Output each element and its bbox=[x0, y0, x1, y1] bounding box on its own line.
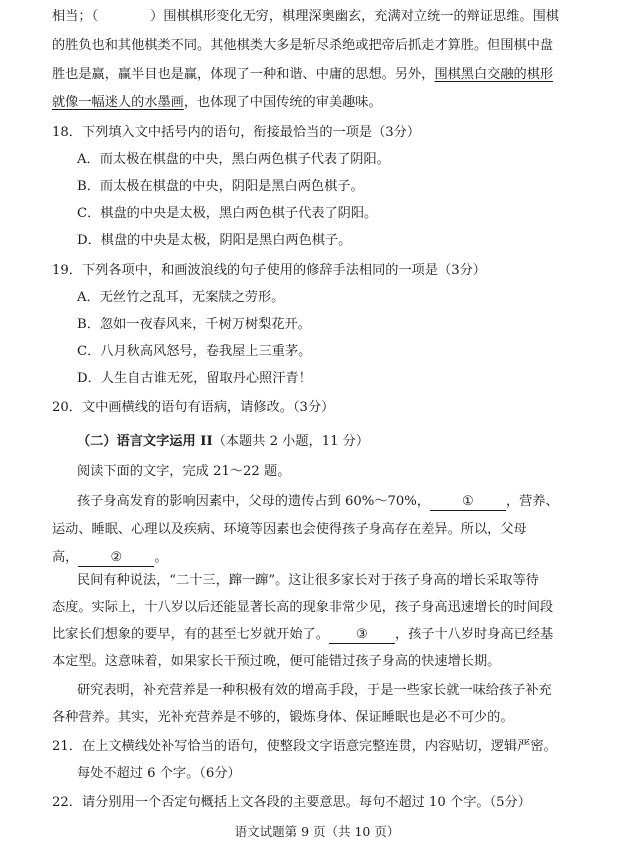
question-20-stem: 20．文中画横线的语句有语病，请修改。（3分） bbox=[52, 400, 335, 415]
passage-line: 民间有种说法，“二十三，蹿一蹿”。这让很多家长对于孩子身高的增长采取等待 bbox=[77, 573, 539, 588]
passage-text: 相当；（ bbox=[52, 9, 99, 24]
q18-option-a: A．而太极在棋盘的中央，黑白两色棋子代表了阴阳。 bbox=[77, 152, 390, 167]
q19-option-c: C．八月秋高风怒号，卷我屋上三重茅。 bbox=[77, 344, 312, 359]
passage-text: ，也体现了中国传统的审美趣味。 bbox=[183, 95, 382, 110]
section-title: （二）语言文字运用 II bbox=[77, 434, 213, 449]
q19-option-b: B．忽如一夜春风来，千树万树梨花开。 bbox=[77, 317, 311, 332]
passage-text: ，孩子十八岁时身高已经基 bbox=[394, 627, 554, 642]
passage-text: ，营养、 bbox=[505, 494, 559, 509]
passage-line: 本定型。这意味着，如果家长干预过晚，便可能错过孩子身高的快速增长期。 bbox=[52, 654, 501, 669]
blank-3: ③ bbox=[329, 627, 395, 644]
question-21-stem: 21．在上文横线处补写恰当的语句，使整段文字语意完整连贯，内容贴切，逻辑严密。 bbox=[52, 739, 557, 754]
passage-text: 胜也是赢，赢半目也是赢，体现了一种和谐、中庸的思想。另外， bbox=[52, 67, 435, 82]
section-instruction: 阅读下面的文字，完成 21～22 题。 bbox=[77, 464, 291, 479]
underlined-sentence: 围棋黑白交融的棋形 bbox=[434, 67, 554, 82]
passage-line bbox=[52, 625, 634, 645]
q19-option-a: A．无丝竹之乱耳，无案牍之劳形。 bbox=[77, 290, 285, 305]
passage-text: 孩子身高发育的影响因素中，父母的遗传占到 60%～70%， bbox=[77, 494, 430, 509]
section-note: （本题共 2 小题，11 分） bbox=[212, 434, 370, 449]
question-21-cont: 每处不超过 6 个字。（6分） bbox=[77, 766, 241, 781]
passage-line bbox=[52, 65, 634, 85]
q18-option-d: D．棋盘的中央是太极，阴阳是黑白两色棋子。 bbox=[77, 233, 352, 248]
passage-text: 比家长们想象的要早，有的甚至七岁就开始了。 bbox=[52, 627, 329, 642]
passage-line bbox=[52, 548, 634, 568]
question-19-stem: 19．下列各项中，和画波浪线的句子使用的修辞手法相同的一项是（3分） bbox=[52, 263, 486, 278]
q18-option-b: B．而太极在棋盘的中央，阴阳是黑白两色棋子。 bbox=[77, 179, 364, 194]
passage-line bbox=[52, 7, 634, 27]
question-22-stem: 22．请分别用一个否定句概括上文各段的主要意思。每句不超过 10 个字。（5分） bbox=[52, 795, 531, 810]
q19-option-d: D．人生自古谁无死，留取丹心照汗青！ bbox=[77, 371, 312, 386]
page-footer: 语文试题第 9 页（共 10 页） bbox=[234, 824, 400, 839]
passage-line: 运动、睡眠、心理以及疾病、环境等因素也会使得孩子身高存在差异。所以，父母 bbox=[52, 522, 527, 537]
section-heading bbox=[77, 432, 634, 452]
passage-text: 。 bbox=[154, 550, 168, 565]
passage-line bbox=[77, 492, 634, 512]
passage-text: 高， bbox=[52, 550, 79, 565]
blank-2: ② bbox=[78, 550, 154, 567]
blank-1: ① bbox=[430, 494, 506, 511]
passage-line: 的胜负也和其他棋类不同。其他棋类大多是斩尽杀绝或把帝后抓走才算胜。但围棋中盘 bbox=[52, 38, 554, 53]
underlined-sentence: 就像一幅迷人的水墨画 bbox=[52, 95, 184, 110]
passage-line bbox=[52, 93, 634, 113]
passage-line: 研究表明，补充营养是一种积极有效的增高手段，于是一些家长就一味给孩子补充 bbox=[77, 683, 552, 698]
passage-line: 各种营养。其实，光补充营养是不够的，锻炼身体、保证睡眠也是必不可少的。 bbox=[52, 710, 514, 725]
passage-line: 态度。实际上，十八岁以后还能显著长高的现象非常少见，孩子身高迅速增长的时间段 bbox=[52, 600, 554, 615]
passage-text: ）围棋棋形变化无穷，棋理深奥幽玄，充满对立统一的辩证思维。围棋 bbox=[150, 9, 559, 24]
question-18-stem: 18．下列填入文中括号内的语句，衔接最恰当的一项是（3分） bbox=[52, 125, 421, 140]
q18-option-c: C．棋盘的中央是太极，黑白两色棋子代表了阴阳。 bbox=[77, 206, 378, 221]
